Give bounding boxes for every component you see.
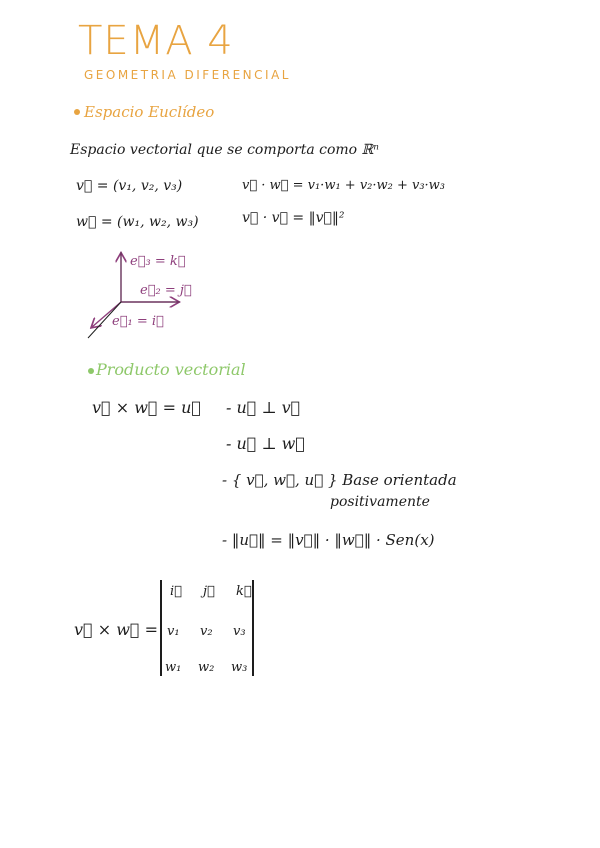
determinant-label: v⃗ × w⃗ = (74, 620, 159, 639)
e1-label: e⃗₁ = i⃗ (112, 314, 164, 329)
determinant-left-bar (160, 580, 162, 676)
matrix-cell: v₂ (200, 624, 213, 639)
matrix-cell: i⃗ (170, 584, 182, 599)
matrix-cell: w₁ (165, 660, 182, 675)
matrix-cell: j⃗ (203, 584, 215, 599)
euclidean-definition: Espacio vectorial que se comporta como ℝⁿ (70, 142, 379, 158)
property-positive-basis: - { v⃗, w⃗, u⃗ } Base orientada (222, 471, 457, 489)
property-u-perp-w: - u⃗ ⊥ w⃗ (226, 434, 305, 453)
property-positive-basis-cont: positivamente (330, 494, 430, 510)
dot-product-formula: v⃗ · w⃗ = v₁·w₁ + v₂·w₂ + v₃·w₃ (242, 178, 446, 193)
matrix-cell: w₃ (231, 660, 248, 675)
section2-heading: Producto vectorial (96, 360, 246, 379)
matrix-cell: w₂ (198, 660, 215, 675)
section1-bullet (74, 109, 80, 115)
matrix-cell: v₁ (167, 624, 180, 639)
property-norm-sine: - ‖u⃗‖ = ‖v⃗‖ · ‖w⃗‖ · Sen(x) (222, 531, 435, 549)
property-u-perp-v: - u⃗ ⊥ v⃗ (226, 398, 301, 417)
page-title: TEMA 4 (78, 18, 234, 64)
matrix-cell: v₃ (233, 624, 246, 639)
w-definition: w⃗ = (w₁, w₂, w₃) (76, 214, 199, 230)
norm-formula: v⃗ · v⃗ = ‖v⃗‖² (242, 210, 345, 226)
matrix-cell: k⃗ (236, 584, 252, 599)
section1-heading: Espacio Euclídeo (84, 103, 215, 121)
cross-product-definition: v⃗ × w⃗ = u⃗ (92, 398, 201, 417)
e2-label: e⃗₂ = j⃗ (140, 283, 192, 298)
v-definition: v⃗ = (v₁, v₂, v₃) (76, 178, 183, 194)
determinant-right-bar (252, 580, 254, 676)
e3-label: e⃗₃ = k⃗ (130, 254, 186, 269)
page-subtitle: GEOMETRIA DIFERENCIAL (84, 68, 291, 82)
section2-bullet (88, 368, 94, 374)
